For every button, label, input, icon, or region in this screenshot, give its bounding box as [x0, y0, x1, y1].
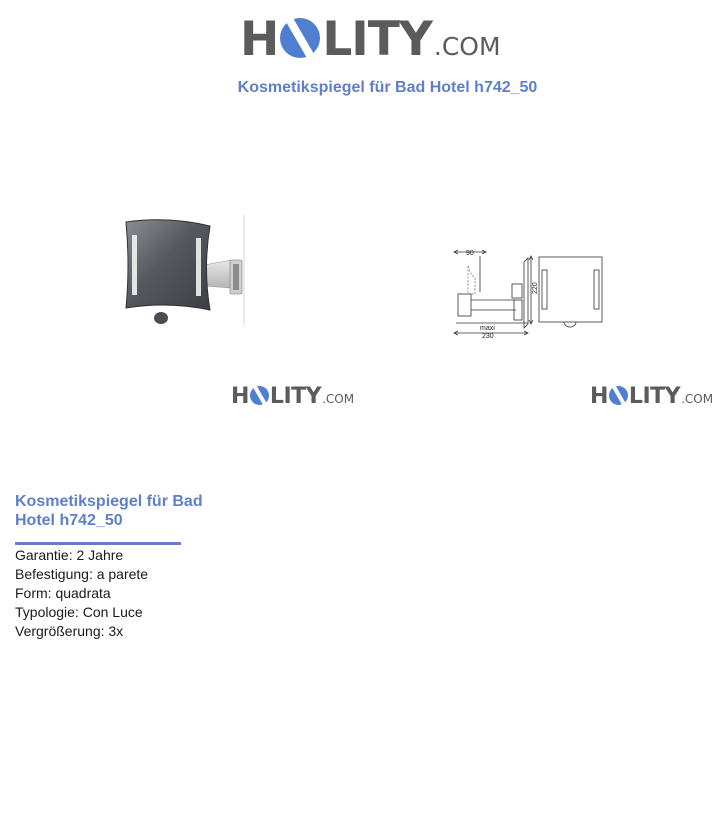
- spec-item: Form: quadrata: [15, 585, 111, 601]
- logo-text-suffix: LITY: [269, 384, 322, 409]
- spec-list: [15, 546, 148, 641]
- logo-o-icon: [250, 386, 269, 405]
- spec-item: Vergrößerung: 3x: [15, 623, 124, 639]
- logo-text-suffix: LITY: [322, 12, 432, 67]
- logo-o-icon: [609, 386, 628, 405]
- watermark-logo-photo: [231, 384, 354, 409]
- title-divider: [15, 542, 181, 545]
- spec-item: Befestigung: a parete: [15, 566, 149, 582]
- logo-text-prefix: H: [231, 384, 249, 409]
- technical-drawing: [448, 244, 608, 342]
- page-title: Kosmetikspiegel für Bad Hotel h742_50: [237, 79, 538, 96]
- product-title: Kosmetikspiegel für Bad Hotel h742_50: [15, 493, 203, 529]
- logo-tld: .COM: [322, 392, 355, 406]
- dimension-depth: 90: [466, 250, 474, 257]
- product-photo: [120, 213, 250, 331]
- dimension-height: 220: [532, 282, 539, 294]
- logo-o-icon: [280, 18, 320, 58]
- logo-text-prefix: H: [240, 12, 279, 67]
- dimension-note: maxi: [480, 325, 495, 332]
- watermark-logo-drawing: [590, 384, 713, 409]
- logo-tld: .COM: [433, 32, 501, 61]
- logo-tld: .COM: [681, 392, 714, 406]
- logo-text-suffix: LITY: [628, 384, 681, 409]
- spec-item: Garantie: 2 Jahre: [15, 547, 124, 563]
- spec-item: Typologie: Con Luce: [15, 604, 143, 620]
- logo-text-prefix: H: [590, 384, 608, 409]
- site-logo[interactable]: [240, 12, 501, 67]
- dimension-reach: 230: [482, 333, 494, 340]
